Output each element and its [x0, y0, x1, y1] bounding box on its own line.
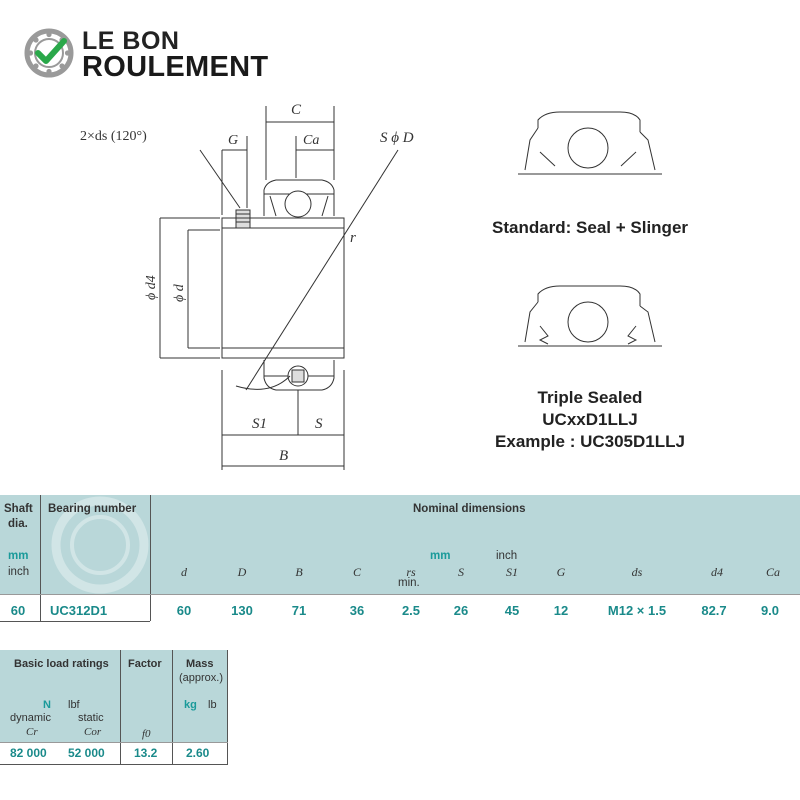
sym-Cr: Cr	[26, 726, 38, 738]
value-Cr: 82 000	[10, 746, 47, 760]
sym-rs: rs	[406, 565, 416, 579]
sym-Cor: Cor	[84, 726, 102, 738]
value-C: 36	[349, 603, 365, 618]
row-divider	[0, 621, 150, 622]
logo-bearing-check-icon	[24, 28, 74, 78]
value-Cor: 52 000	[68, 746, 105, 760]
sym-f0: f0	[142, 728, 151, 740]
value-D: 130	[231, 603, 253, 618]
label-g: G	[228, 133, 239, 148]
unit-N: N	[43, 699, 51, 711]
unit-lbf: lbf	[68, 699, 80, 711]
value-S: 26	[453, 603, 469, 618]
row-divider	[0, 742, 228, 743]
label-phid: ϕ d	[172, 284, 187, 302]
label-phid4: ϕ d4	[144, 275, 159, 300]
sym-B: B	[295, 565, 303, 579]
value-S1: 45	[504, 603, 520, 618]
sym-Ca: Ca	[765, 565, 780, 579]
sym-S1: S1	[506, 565, 518, 579]
col-divider	[172, 650, 173, 765]
unit-mm: mm	[8, 550, 29, 562]
label-s1: S1	[252, 416, 267, 432]
value-bearing: UC312D1	[50, 603, 108, 618]
sub-dynamic: dynamic	[10, 712, 51, 724]
unit-mm-2: mm	[430, 550, 451, 562]
col-divider	[120, 650, 121, 765]
row-divider	[0, 594, 800, 595]
sym-d: d	[181, 565, 187, 579]
col-divider	[150, 495, 151, 621]
value-shaft: 60	[10, 603, 26, 618]
caption-triple-line3: Example : UC305D1LLJ	[495, 432, 685, 451]
col-divider	[227, 650, 228, 765]
caption-triple-line2: UCxxD1LLJ	[542, 410, 638, 429]
unit-inch: inch	[8, 566, 30, 578]
caption-triple-line1: Triple Sealed	[537, 388, 643, 407]
label-c: C	[291, 102, 302, 118]
value-d: 60	[176, 603, 192, 618]
spec-table	[0, 495, 800, 626]
row-divider	[0, 764, 228, 765]
sym-ds: ds	[631, 565, 643, 579]
value-Ca: 9.0	[760, 603, 780, 618]
col-factor-header: Factor	[128, 658, 162, 670]
unit-inch-2: inch	[496, 550, 518, 562]
value-f0: 13.2	[134, 746, 158, 760]
unit-kg: kg	[184, 699, 197, 711]
sym-C: C	[352, 565, 361, 579]
value-mass: 2.60	[186, 746, 210, 760]
col-shaft-header-2: dia.	[8, 518, 28, 530]
sym-S: S	[458, 565, 464, 579]
label-b: B	[279, 448, 289, 464]
bearing-technical-drawing	[0, 90, 800, 490]
col-nominal-header: Nominal dimensions	[413, 503, 526, 515]
unit-lb: lb	[208, 699, 217, 711]
sym-D: D	[237, 565, 247, 579]
load-table	[0, 650, 228, 765]
caption-standard: Standard: Seal + Slinger	[491, 218, 689, 237]
label-sphid: S ϕ D	[380, 130, 414, 146]
col-bearing-header: Bearing number	[48, 503, 137, 515]
col-mass-header-2: (approx.)	[179, 672, 224, 684]
value-ds: M12 × 1.5	[607, 603, 667, 618]
sym-G: G	[556, 565, 566, 579]
col-basic-header: Basic load ratings	[14, 658, 109, 670]
sub-static: static	[78, 712, 104, 724]
value-B: 71	[291, 603, 307, 618]
value-G: 12	[553, 603, 569, 618]
value-d4: 82.7	[701, 603, 727, 618]
label-2ds: 2×ds (120°)	[80, 129, 147, 144]
sym-min: min.	[398, 577, 420, 589]
label-r: r	[350, 230, 356, 246]
sym-d4: d4	[711, 565, 723, 579]
value-rs: 2.5	[401, 603, 421, 618]
logo-text-line1: LE BON	[82, 27, 180, 55]
logo-text-line2: ROULEMENT	[82, 51, 269, 83]
label-ca: Ca	[303, 133, 320, 148]
col-mass-header: Mass	[186, 658, 214, 670]
col-shaft-header: Shaft	[4, 503, 33, 515]
label-s: S	[315, 416, 323, 432]
